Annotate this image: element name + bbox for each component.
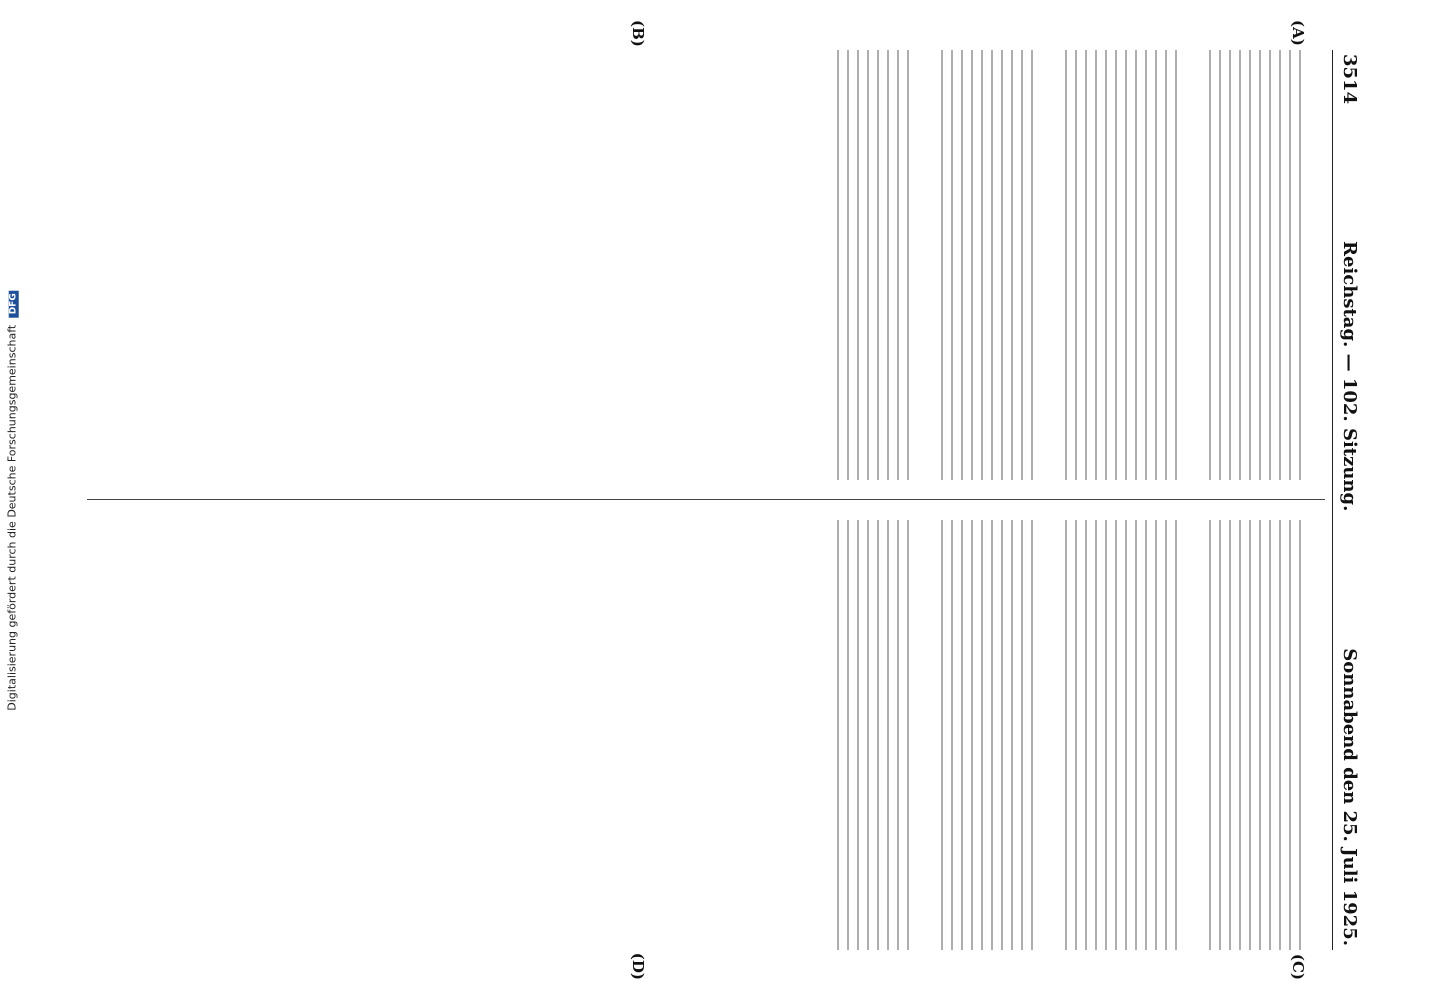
dfg-sidebar [2, 0, 22, 1000]
page-number: 3514 [1339, 54, 1361, 105]
illegible-text-block [1209, 520, 1301, 950]
illegible-text-block [1065, 520, 1177, 950]
dfg-logo: DFG [9, 290, 19, 317]
left-column [87, 50, 1325, 480]
paragraph [1040, 50, 1057, 480]
column-divider [87, 499, 1325, 500]
illegible-text-block [837, 520, 909, 950]
paragraph [916, 520, 933, 950]
paragraph [1184, 50, 1201, 480]
session-date: Sonnabend den 25. Juli 1925. [1339, 648, 1361, 946]
illegible-text-block [941, 50, 1033, 480]
right-column [87, 520, 1325, 950]
paragraph [1308, 50, 1325, 480]
margin-marker-c: (C) [1289, 953, 1307, 980]
illegible-text-block [837, 50, 909, 480]
session-title: Reichstag. — 102. Sitzung. [1339, 241, 1361, 512]
dfg-notice: Digitalisierung gefördert durch die Deutsche Forschungsgemeinschaft [5, 324, 19, 711]
paragraph [916, 50, 933, 480]
illegible-text-block [941, 520, 1033, 950]
page-header [1332, 50, 1367, 950]
paragraph [1040, 520, 1057, 950]
margin-marker-a: (A) [1289, 20, 1307, 46]
illegible-text-block [1065, 50, 1177, 480]
paragraph [1184, 520, 1201, 950]
paragraph [1308, 520, 1325, 950]
scanned-page [67, 20, 1367, 980]
margin-marker-d: (D) [629, 952, 647, 980]
margin-marker-b: (B) [629, 20, 647, 47]
illegible-text-block [1209, 50, 1301, 480]
